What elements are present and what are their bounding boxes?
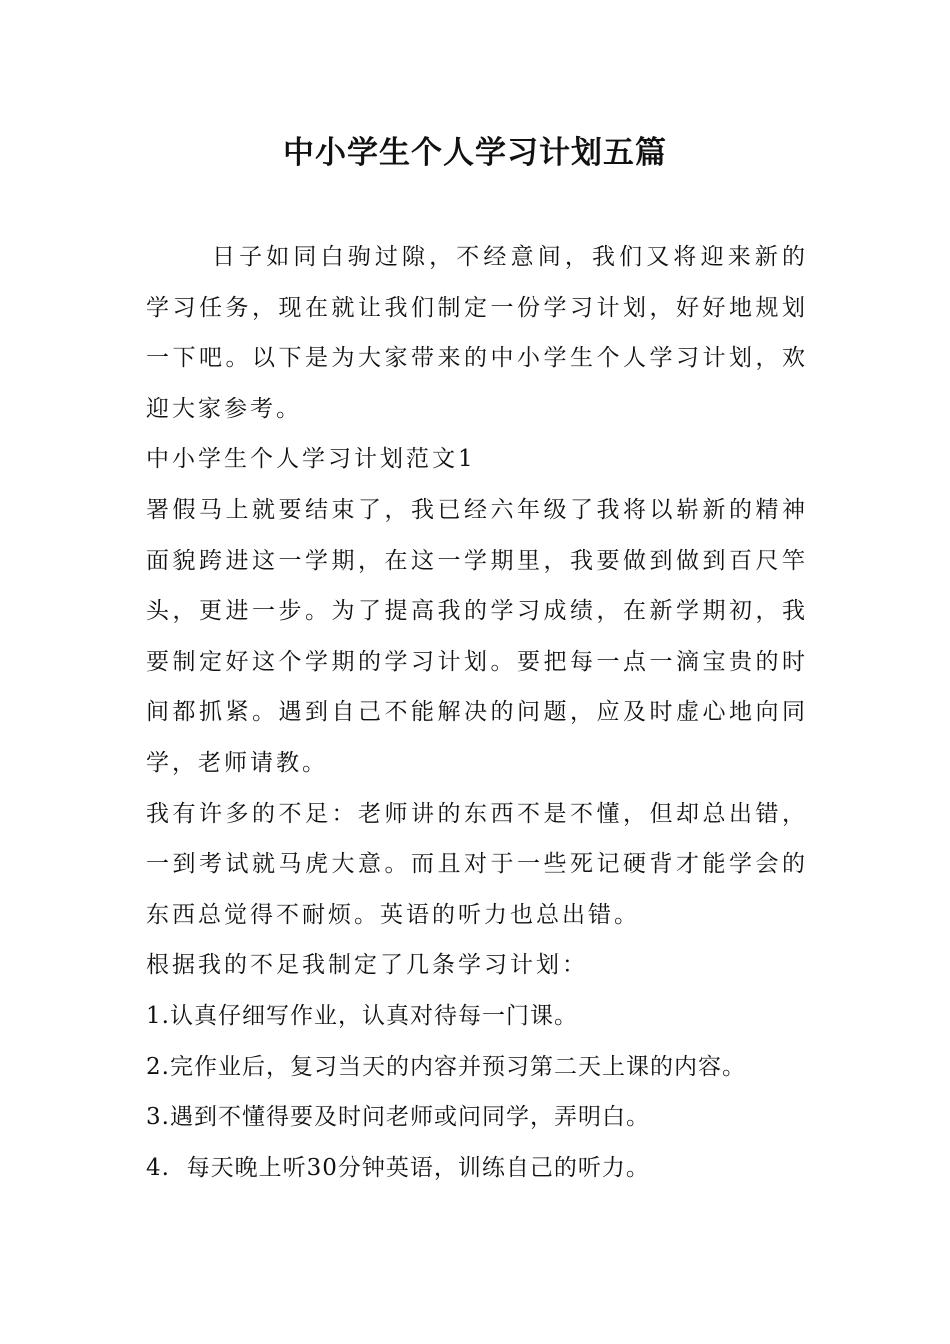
plan-item: 1.认真仔细写作业，认真对待每一门课。 — [146, 1002, 578, 1029]
document-body — [146, 232, 808, 1193]
document-title: 中小学生个人学习计划五篇 — [283, 135, 667, 171]
body-paragraph: 我有许多的不足：老师讲的东西不是不懂，但却总出错，一到考试就马虎大意。而且对于一些死记硬背才能学会的东西总觉得不耐烦。英语的听力也总出错。 — [146, 800, 808, 928]
body-paragraph: 署假马上就要结束了，我已经六年级了我将以崭新的精神面貌跨进这一学期，在这一学期里，我要做到做到百尺竿头，更进一步。为了提高我的学习成绩，在新学期初，我要制定好这个学期的学习计划。要把每一点一滴宝贵的时间都抓紧。遇到自己不能解决的问题，应及时虚心地向同学，老师请教。 — [146, 496, 808, 776]
plan-item: 2.完作业后，复习当天的内容并预习第二天上课的内容。 — [146, 1053, 746, 1080]
body-paragraph: 根据我的不足我制定了几条学习计划： — [146, 952, 588, 979]
section-heading: 中小学生个人学习计划范文1 — [146, 446, 476, 473]
intro-paragraph: 日子如同白驹过隙，不经意间，我们又将迎来新的学习任务，现在就让我们制定一份学习计划，好好地规划一下吧。以下是为大家带来的中小学生个人学习计划，欢迎大家参考。 — [146, 244, 808, 422]
plan-item: 3.遇到不懂得要及时问老师或问同学，弄明白。 — [146, 1104, 650, 1131]
plan-item: 4. 每天晚上听30分钟英语，训练自己的听力。 — [146, 1154, 650, 1181]
